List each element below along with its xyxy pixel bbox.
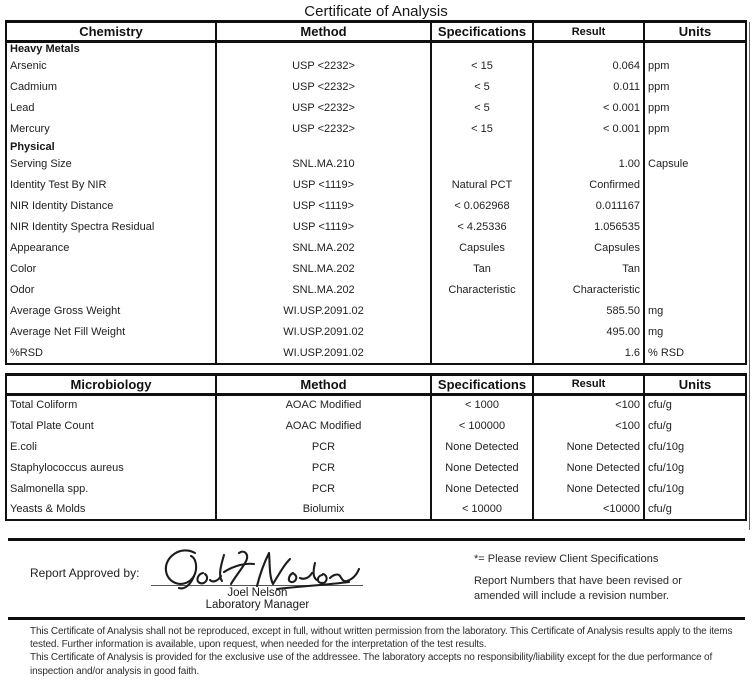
table-row	[6, 478, 746, 499]
empty-cell	[644, 42, 746, 56]
page-title: Certificate of Analysis	[304, 3, 448, 20]
spec-cell	[431, 301, 533, 322]
method-cell: WI.USP.2091.02	[216, 301, 431, 322]
spec-cell: None Detected	[431, 478, 533, 499]
result-cell: < 0.001	[533, 119, 644, 140]
footer-paragraph-2: This Certificate of Analysis is provided for the exclusive use of the addressee. The laboratory accepts no responsibility/liability except for the due performance of inspection and/or analysis in good faith.	[30, 652, 713, 677]
result-cell: None Detected	[533, 478, 644, 499]
analyte-cell: Average Net Fill Weight	[6, 322, 216, 343]
column-header-specifications: Specifications	[431, 374, 533, 394]
analyte-cell: Odor	[6, 280, 216, 301]
table-row	[6, 238, 746, 259]
separator-rule-bottom	[8, 617, 745, 620]
analyte-cell: Yeasts & Molds	[6, 499, 216, 520]
report-approved-by-label: Report Approved by:	[30, 566, 140, 580]
spec-cell: < 100000	[431, 415, 533, 436]
footer-paragraph-1: This Certificate of Analysis shall not be reproduced, except in full, without written permission from the laboratory. This Certificate of Analysis results apply to the items tested. Further information is available, upon request, when needed for the interpretation of the test results.	[30, 626, 733, 651]
spec-cell: Capsules	[431, 238, 533, 259]
empty-cell	[533, 140, 644, 154]
spec-cell: Characteristic	[431, 280, 533, 301]
units-cell	[644, 238, 746, 259]
method-cell: USP <2232>	[216, 119, 431, 140]
units-cell: mg	[644, 301, 746, 322]
method-cell: SNL.MA.202	[216, 280, 431, 301]
units-cell: cfu/g	[644, 499, 746, 520]
analyte-cell: NIR Identity Distance	[6, 196, 216, 217]
units-cell: Capsule	[644, 154, 746, 175]
result-cell: Confirmed	[533, 175, 644, 196]
table-row	[6, 280, 746, 301]
result-cell: Capsules	[533, 238, 644, 259]
table-row	[6, 322, 746, 343]
spec-cell: < 15	[431, 119, 533, 140]
notes-block	[474, 553, 704, 604]
method-cell: PCR	[216, 478, 431, 499]
client-spec-note: *= Please review Client Specifications	[474, 553, 659, 565]
column-header-result: Result	[533, 22, 644, 42]
table-row	[6, 56, 746, 77]
result-cell: 495.00	[533, 322, 644, 343]
signatory-title: Laboratory Manager	[205, 599, 310, 611]
result-cell: 0.064	[533, 56, 644, 77]
method-cell: USP <1119>	[216, 217, 431, 238]
empty-cell	[644, 140, 746, 154]
method-cell: PCR	[216, 436, 431, 457]
empty-cell	[216, 42, 431, 56]
units-cell	[644, 259, 746, 280]
spec-cell	[431, 154, 533, 175]
spec-cell: None Detected	[431, 436, 533, 457]
result-cell: None Detected	[533, 457, 644, 478]
spec-cell: Tan	[431, 259, 533, 280]
spec-cell	[431, 343, 533, 364]
units-cell	[644, 175, 746, 196]
revision-note: Report Numbers that have been revised or amended will include a revision number.	[474, 575, 682, 602]
analyte-cell: Serving Size	[6, 154, 216, 175]
microbiology-table	[5, 373, 747, 522]
approval-section	[30, 544, 752, 615]
signature-block	[147, 544, 367, 611]
analyte-cell: NIR Identity Spectra Residual	[6, 217, 216, 238]
table-row	[6, 343, 746, 364]
table-row	[6, 77, 746, 98]
spec-cell: < 15	[431, 56, 533, 77]
table-row	[6, 154, 746, 175]
method-cell: AOAC Modified	[216, 394, 431, 415]
analyte-cell: %RSD	[6, 343, 216, 364]
spec-cell: < 4.25336	[431, 217, 533, 238]
units-cell: cfu/10g	[644, 478, 746, 499]
signature-image	[151, 544, 363, 592]
column-header-units: Units	[644, 374, 746, 394]
units-cell: % RSD	[644, 343, 746, 364]
result-cell: <100	[533, 394, 644, 415]
table-row	[6, 175, 746, 196]
spec-cell: < 1000	[431, 394, 533, 415]
result-cell: 1.6	[533, 343, 644, 364]
spec-cell	[431, 322, 533, 343]
units-cell	[644, 196, 746, 217]
column-header-chemistry: Chemistry	[6, 22, 216, 42]
table-row	[6, 301, 746, 322]
method-cell: SNL.MA.202	[216, 259, 431, 280]
chemistry-table	[5, 20, 747, 365]
column-header-result: Result	[533, 374, 644, 394]
analyte-cell: Lead	[6, 98, 216, 119]
page-edge-line	[749, 22, 750, 530]
signatory-name: Joel Nelson	[227, 587, 288, 599]
empty-cell	[431, 140, 533, 154]
result-cell: < 0.001	[533, 98, 644, 119]
analyte-cell: Salmonella spp.	[6, 478, 216, 499]
table-row	[6, 217, 746, 238]
empty-cell	[533, 42, 644, 56]
method-cell: AOAC Modified	[216, 415, 431, 436]
table-row	[6, 415, 746, 436]
analyte-cell: Identity Test By NIR	[6, 175, 216, 196]
spec-cell: < 10000	[431, 499, 533, 520]
chemistry-header-row	[6, 22, 746, 42]
method-cell: USP <2232>	[216, 98, 431, 119]
column-header-specifications: Specifications	[431, 22, 533, 42]
spec-cell: None Detected	[431, 457, 533, 478]
analyte-cell: Mercury	[6, 119, 216, 140]
analyte-cell: Staphylococcus aureus	[6, 457, 216, 478]
result-cell: 1.056535	[533, 217, 644, 238]
spec-cell: < 5	[431, 98, 533, 119]
section-label: Heavy Metals	[6, 42, 216, 56]
empty-cell	[216, 140, 431, 154]
table-row	[6, 499, 746, 520]
units-cell: cfu/g	[644, 394, 746, 415]
analyte-cell: E.coli	[6, 436, 216, 457]
legal-footer	[30, 625, 744, 678]
units-cell: ppm	[644, 77, 746, 98]
method-cell: SNL.MA.202	[216, 238, 431, 259]
table-row	[6, 394, 746, 415]
result-cell: <100	[533, 415, 644, 436]
method-cell: PCR	[216, 457, 431, 478]
method-cell: USP <2232>	[216, 56, 431, 77]
method-cell: SNL.MA.210	[216, 154, 431, 175]
result-cell: None Detected	[533, 436, 644, 457]
section-row-physical	[6, 140, 746, 154]
units-cell: ppm	[644, 119, 746, 140]
units-cell: cfu/g	[644, 415, 746, 436]
section-label: Physical	[6, 140, 216, 154]
column-header-method: Method	[216, 22, 431, 42]
table-row	[6, 119, 746, 140]
table-row	[6, 98, 746, 119]
units-cell: cfu/10g	[644, 457, 746, 478]
column-header-method: Method	[216, 374, 431, 394]
analyte-cell: Arsenic	[6, 56, 216, 77]
result-cell: 585.50	[533, 301, 644, 322]
result-cell: Tan	[533, 259, 644, 280]
result-cell: 0.011	[533, 77, 644, 98]
units-cell: ppm	[644, 98, 746, 119]
analyte-cell: Color	[6, 259, 216, 280]
method-cell: WI.USP.2091.02	[216, 343, 431, 364]
units-cell: mg	[644, 322, 746, 343]
units-cell: cfu/10g	[644, 436, 746, 457]
result-cell: 0.011167	[533, 196, 644, 217]
empty-cell	[431, 42, 533, 56]
units-cell	[644, 217, 746, 238]
method-cell: USP <1119>	[216, 175, 431, 196]
analyte-cell: Total Plate Count	[6, 415, 216, 436]
method-cell: USP <2232>	[216, 77, 431, 98]
column-header-microbiology: Microbiology	[6, 374, 216, 394]
units-cell	[644, 280, 746, 301]
method-cell: USP <1119>	[216, 196, 431, 217]
method-cell: WI.USP.2091.02	[216, 322, 431, 343]
separator-rule-top	[8, 538, 745, 541]
method-cell: Biolumix	[216, 499, 431, 520]
analyte-cell: Appearance	[6, 238, 216, 259]
microbiology-header-row	[6, 374, 746, 394]
result-cell: <10000	[533, 499, 644, 520]
analyte-cell: Cadmium	[6, 77, 216, 98]
section-row-heavy-metals	[6, 42, 746, 56]
table-row	[6, 457, 746, 478]
column-header-units: Units	[644, 22, 746, 42]
table-row	[6, 259, 746, 280]
analyte-cell: Average Gross Weight	[6, 301, 216, 322]
table-row	[6, 196, 746, 217]
result-cell: 1.00	[533, 154, 644, 175]
analyte-cell: Total Coliform	[6, 394, 216, 415]
spec-cell: Natural PCT	[431, 175, 533, 196]
spec-cell: < 0.062968	[431, 196, 533, 217]
units-cell: ppm	[644, 56, 746, 77]
table-row	[6, 436, 746, 457]
spec-cell: < 5	[431, 77, 533, 98]
result-cell: Characteristic	[533, 280, 644, 301]
